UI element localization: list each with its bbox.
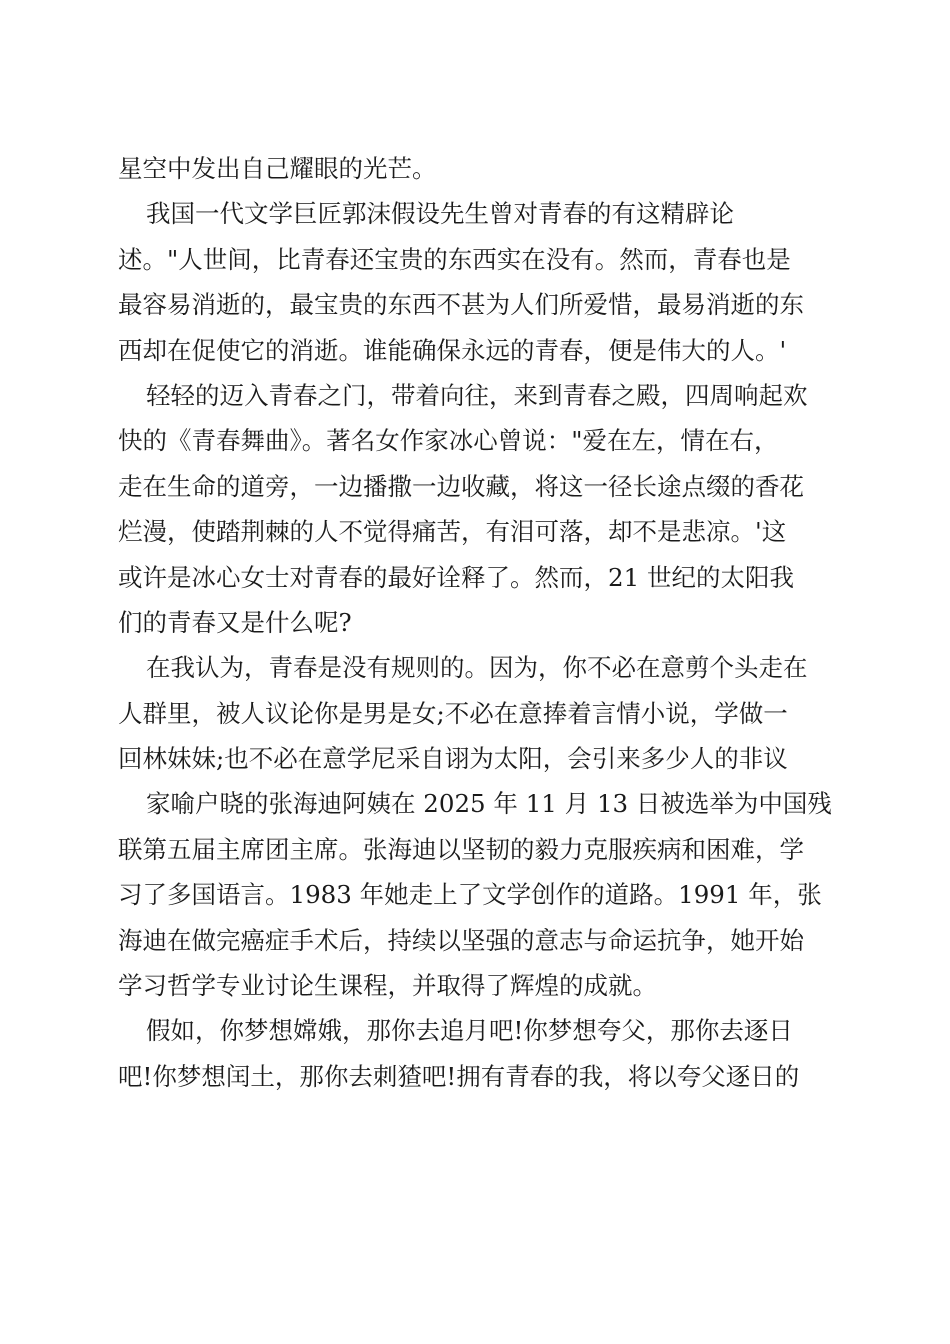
- paragraph-start-line: 在我认为，青春是没有规则的。因为，你不必在意剪个头走在: [146, 653, 808, 683]
- text-line: 星空中发出自己耀眼的光芒。: [118, 154, 437, 183]
- text-line: 们的青春又是什么呢?: [118, 607, 352, 637]
- text-line: 最容易消逝的，最宝贵的东西不甚为人们所爱惜，最易消逝的东: [118, 290, 804, 320]
- text-line: 人群里，被人议论你是男是女;不必在意捧着言情小说，学做一: [118, 698, 788, 728]
- text-line: 或许是冰心女士对青春的最好诠释了。然而，21 世纪的太阳我: [118, 562, 794, 592]
- text-line: 回林妹妹;也不必在意学尼采自诩为太阳，会引来多少人的非议: [118, 744, 788, 774]
- text-line: 学习哲学专业讨论生课程，并取得了辉煌的成就。: [118, 971, 657, 1001]
- paragraph-start-line: 假如，你梦想嫦娥，那你去追月吧!你梦想夸父，那你去逐日: [146, 1016, 793, 1046]
- text-line: 西却在促使它的消逝。谁能确保永远的青春，便是伟大的人。': [118, 335, 787, 365]
- text-line: 快的《青春舞曲》。著名女作家冰心曾说："爱在左，情在右，: [118, 426, 779, 456]
- body-text: [118, 146, 838, 1099]
- paragraph-start-line: 我国一代文学巨匠郭沫假设先生曾对青春的有这精辟论: [146, 199, 734, 229]
- text-line: 吧!你梦想闰土，那你去刺猹吧!拥有青春的我，将以夸父逐日的: [118, 1061, 800, 1091]
- paragraph-start-line: 轻轻的迈入青春之门，带着向往，来到青春之殿，四周响起欢: [146, 380, 808, 410]
- text-line: 联第五届主席团主席。张海迪以坚韧的毅力克服疾病和困难，学: [118, 834, 804, 864]
- paragraph-start-line: 家喻户晓的张海迪阿姨在 2025 年 11 月 13 日被选举为中国残: [146, 789, 832, 819]
- text-line: 习了多国语言。1983 年她走上了文学创作的道路。1991 年，张: [118, 880, 822, 910]
- text-line: 烂漫，使踏荆棘的人不觉得痛苦，有泪可落，却不是悲凉。'这: [118, 517, 787, 547]
- text-line: 述。"人世间，比青春还宝贵的东西实在没有。然而，青春也是: [118, 244, 791, 274]
- text-line: 海迪在做完癌症手术后，持续以坚强的意志与命运抗争，她开始: [118, 925, 804, 955]
- text-line: 走在生命的道旁，一边播撒一边收藏，将这一径长途点缀的香花: [118, 471, 804, 501]
